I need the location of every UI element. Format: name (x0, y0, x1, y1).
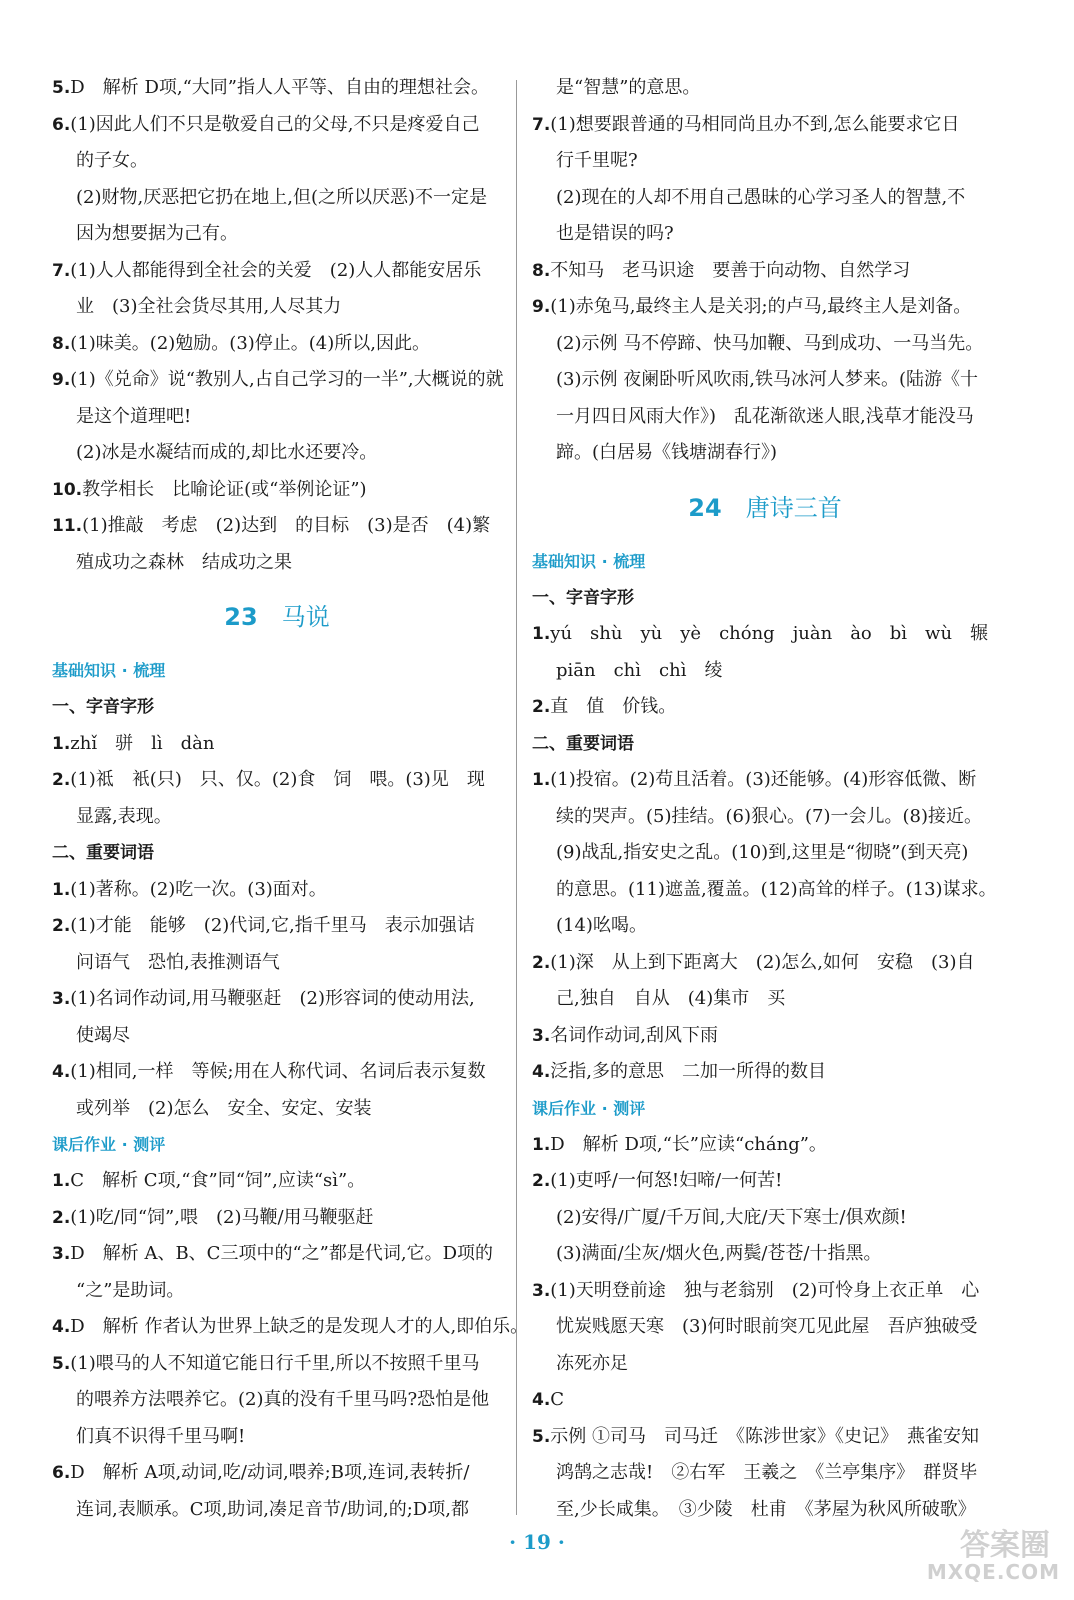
answer-continuation: 的意思。(11)遮盖,覆盖。(12)高耸的样子。(13)谋求。 (556, 878, 997, 900)
answer-text: 直 值 价钱。 (550, 696, 677, 717)
answer-continuation: (3)满面/尘灰/烟火色,两鬓/苍苍/十指黑。 (556, 1243, 882, 1264)
item-number: 2. (532, 1171, 551, 1191)
answer-line (52, 726, 502, 763)
answer-text: (1)因此人们不只是敬爱自己的父母,不只是疼爱自己 (70, 113, 480, 135)
answer-continuation: (3)示例 夜阑卧听风吹雨,铁马冰河人梦来。(陆游《十 (556, 369, 978, 390)
answer-line (532, 1163, 998, 1200)
answer-continuation: piān chì chì 绫 (556, 659, 723, 681)
section-tag: 基础知识 · 梳理 (52, 661, 166, 680)
answer-line (532, 689, 998, 726)
watermark-text: 答案圈 (960, 1528, 1050, 1563)
item-number: 1. (52, 1171, 71, 1191)
watermark-url: MXQE.COM (926, 1560, 1060, 1584)
answer-text: (1)推敲 考虑 (2)达到 的目标 (3)是否 (4)繁 (82, 515, 491, 536)
item-number: 4. (52, 1062, 71, 1082)
answer-continuation: “之”是助词。 (76, 1279, 185, 1301)
chapter-number: 23 (224, 603, 258, 631)
item-number: 4. (532, 1062, 551, 1082)
answer-continuation: 忧炭贱愿天寒 (3)何时眼前突兀见此屋 吾庐独破受 (556, 1316, 978, 1337)
answer-continuation: 也是错误的吗? (556, 223, 674, 244)
answer-text: D 解析 A、B、C三项中的“之”都是代词,它。D项的 (70, 1243, 494, 1264)
answer-line (52, 472, 502, 509)
item-number: 8. (532, 260, 551, 281)
item-number: 11. (52, 516, 83, 536)
answer-text: 不知马 老马识途 要善于向动物、自然学习 (550, 259, 911, 281)
answer-continuation: 殖成功之森林 结成功之果 (76, 551, 292, 573)
answer-line (532, 1419, 998, 1456)
answer-line (532, 762, 998, 799)
answer-line (52, 107, 502, 144)
answer-continuation: (2)财物,厌恶把它扔在地上,但(之所以厌恶)不一定是 (76, 186, 487, 208)
item-number: 5. (532, 1426, 551, 1447)
answer-text: C (550, 1389, 565, 1410)
answer-continuation: (2)冰是水凝结而成的,却比水还要冷。 (76, 442, 378, 463)
answer-continuation: 使竭尽 (76, 1024, 130, 1046)
answer-continuation: 们真不识得千里马啊! (76, 1425, 246, 1447)
item-number: 1. (532, 1134, 551, 1155)
answer-line (52, 872, 502, 909)
answer-text: 名词作动词,刮风下雨 (550, 1024, 719, 1046)
column-divider (516, 80, 517, 1515)
item-number: 6. (52, 1463, 71, 1483)
answer-text: C 解析 C项,“食”同“饲”,应读“sì”。 (70, 1170, 366, 1191)
item-number: 7. (532, 114, 551, 135)
item-number: 4. (52, 1317, 71, 1337)
answer-text: D 解析 A项,动词,吃/动词,喂养;B项,连词,表转折/ (70, 1462, 470, 1483)
item-number: 5. (52, 78, 71, 98)
answer-line (52, 1054, 502, 1091)
section-heading: 二、重要词语 (532, 733, 634, 754)
item-number: 5. (52, 1353, 71, 1374)
chapter-title: 唐诗三首 (745, 493, 842, 522)
answer-line (52, 981, 502, 1018)
answer-continuation: 己,独自 自从 (4)集市 买 (556, 988, 786, 1009)
chapter-heading (532, 472, 998, 544)
chapter-title: 马说 (281, 603, 330, 631)
item-number: 3. (52, 989, 71, 1009)
answer-line (532, 945, 998, 982)
answer-continuation: (2)示例 马不停蹄、快马加鞭、马到成功、一马当先。 (556, 332, 984, 354)
answer-text: yú shù yù yè chóng juàn ào bì wù 辗 (550, 623, 989, 644)
item-number: 2. (532, 697, 551, 717)
answer-text: (1)吃/同“饲”,喂 (2)马鞭/用马鞭驱赶 (70, 1206, 374, 1228)
item-number: 9. (532, 297, 551, 317)
item-number: 9. (52, 370, 71, 390)
answer-continuation: 业 (3)全社会货尽其用,人尽其力 (76, 296, 342, 317)
right-column (532, 70, 998, 1528)
answer-line (52, 1236, 502, 1273)
answer-line (532, 107, 998, 144)
page-number: · 19 · (509, 1530, 565, 1554)
item-number: 1. (52, 733, 71, 754)
answer-text: (1)天明登前途 独与老翁别 (2)可怜身上衣正单 心 (550, 1279, 980, 1301)
section-tag: 课后作业 · 测评 (532, 1098, 646, 1118)
answer-continuation: 至,少长咸集。 ③少陵 杜甫 《茅屋为秋风所破歌》 (556, 1498, 976, 1520)
answer-line (52, 762, 502, 799)
watermark-logo (890, 1520, 1060, 1590)
section-heading: 一、字音字形 (532, 587, 634, 608)
answer-continuation: 因为想要据为己有。 (76, 223, 238, 244)
answer-continuation: 是“智慧”的意思。 (556, 77, 701, 98)
answer-line (52, 362, 502, 399)
item-number: 1. (532, 624, 551, 644)
item-number: 6. (52, 114, 71, 135)
item-number: 2. (52, 770, 71, 790)
answer-text: (1)想要跟普通的马相同尚且办不到,怎么能要求它日 (550, 113, 960, 135)
item-number: 7. (52, 260, 71, 281)
answer-text: (1)味美。(2)勉励。(3)停止。(4)所以,因此。 (70, 332, 431, 354)
answer-line (532, 1273, 998, 1310)
answer-continuation: 鸿鹄之志哉! ②右军 王羲之 《兰亭集序》 群贤毕 (556, 1462, 978, 1483)
answer-continuation: 冻死亦足 (556, 1352, 628, 1374)
answer-text: D 解析 D项,“长”应读“cháng”。 (550, 1133, 827, 1155)
answer-continuation: 的子女。 (76, 150, 148, 171)
answer-continuation: (2)现在的人却不用自己愚昧的心学习圣人的智慧,不 (556, 186, 966, 208)
item-number: 2. (532, 952, 551, 973)
item-number: 1. (52, 879, 71, 900)
answer-continuation: 问语气 恐怕,表推测语气 (76, 951, 280, 973)
answer-text: (1)才能 能够 (2)代词,它,指千里马 表示加强诘 (70, 915, 475, 936)
answer-text: (1)投宿。(2)苟且活着。(3)还能够。(4)形容低微、断 (550, 769, 977, 790)
answer-text: D 解析 作者认为世界上缺乏的是发现人才的人,即伯乐。 (70, 1316, 529, 1337)
answer-text: (1)深 从上到下距离大 (2)怎么,如何 安稳 (3)自 (550, 951, 975, 973)
answer-line (52, 1346, 502, 1383)
item-number: 8. (52, 333, 71, 354)
answer-continuation: 续的哭声。(5)挂结。(6)狠心。(7)一会儿。(8)接近。 (556, 805, 982, 827)
answer-line (52, 1455, 502, 1492)
answer-text: zhǐ 骈 lì dàn (70, 732, 215, 754)
answer-line (532, 1018, 998, 1055)
answer-line (52, 70, 502, 107)
answer-text: (1)人人都能得到全社会的关爱 (2)人人都能安居乐 (70, 259, 482, 281)
section-tag: 基础知识 · 梳理 (532, 551, 646, 571)
answer-line (52, 1309, 529, 1346)
answer-text: (1)祗 衹(只) 只、仅。(2)食 饲 喂。(3)见 现 (70, 769, 485, 790)
answer-continuation: 连词,表顺承。C项,助词,凑足音节/助词,的;D项,都 (76, 1498, 469, 1520)
item-number: 3. (52, 1244, 71, 1264)
answer-line (532, 616, 998, 653)
answer-text: (1)《兑命》说“教别人,占自己学习的一半”,大概说的就 (70, 369, 504, 390)
answer-line (52, 1200, 502, 1237)
answer-text: D 解析 D项,“大同”指人人平等、自由的理想社会。 (70, 77, 490, 98)
answer-line (532, 1382, 998, 1419)
answer-continuation: 是这个道理吧! (76, 405, 192, 427)
answer-line (532, 1127, 998, 1164)
answer-line (52, 1163, 502, 1200)
answer-continuation: 或列举 (2)怎么 安全、安定、安装 (76, 1097, 372, 1119)
item-number: 2. (52, 1207, 71, 1228)
answer-text: (1)吏呼/一何怒!妇啼/一何苦! (550, 1170, 783, 1191)
answer-text: 示例 ①司马 司马迁 《陈涉世家》《史记》 燕雀安知 (550, 1425, 980, 1447)
answer-line (532, 253, 998, 290)
answer-text: (1)名词作动词,用马鞭驱赶 (2)形容词的使动用法, (70, 988, 475, 1009)
answer-text: (1)著称。(2)吃一次。(3)面对。 (70, 878, 327, 900)
answer-line (52, 508, 502, 545)
answer-continuation: 一月四日风雨大作》) 乱花渐欲迷人眼,浅草才能没马 (556, 405, 974, 427)
answer-line (52, 253, 502, 290)
answer-text: (1)相同,一样 等候;用在人称代词、名词后表示复数 (70, 1061, 486, 1082)
section-heading: 二、重要词语 (52, 843, 154, 863)
answer-continuation: 显露,表现。 (76, 805, 172, 827)
answer-text: 泛指,多的意思 二加一所得的数目 (550, 1061, 827, 1082)
left-column (52, 70, 529, 1528)
answer-text: (1)喂马的人不知道它能日行千里,所以不按照千里马 (70, 1352, 480, 1374)
answer-text: (1)赤兔马,最终主人是关羽;的卢马,最终主人是刘备。 (550, 296, 972, 317)
item-number: 2. (52, 916, 71, 936)
answer-continuation: 行千里呢? (556, 150, 638, 171)
chapter-number: 24 (688, 493, 722, 522)
answer-continuation: 的喂养方法喂养它。(2)真的没有千里马吗?恐怕是他 (76, 1389, 490, 1410)
item-number: 1. (532, 770, 551, 790)
section-heading: 一、字音字形 (52, 697, 154, 717)
answer-line (52, 908, 502, 945)
answer-line (52, 326, 502, 363)
answer-text: 教学相长 比喻论证(或“举例论证”) (82, 478, 367, 500)
answer-continuation: (2)安得/广厦/千万间,大庇/天下寒士/俱欢颜! (556, 1206, 907, 1228)
answer-continuation: 蹄。(白居易《钱塘湖春行》) (556, 442, 778, 463)
answer-line (532, 289, 998, 326)
answer-line (532, 1054, 998, 1091)
item-number: 3. (532, 1025, 551, 1046)
chapter-heading (52, 581, 502, 653)
item-number: 3. (532, 1280, 551, 1301)
section-tag: 课后作业 · 测评 (52, 1135, 166, 1154)
item-number: 4. (532, 1390, 551, 1410)
item-number: 10. (52, 479, 83, 500)
answer-continuation: (9)战乱,指安史之乱。(10)到,这里是“彻晓”(到天亮) (556, 842, 969, 863)
answer-continuation: (14)吆喝。 (556, 915, 647, 936)
